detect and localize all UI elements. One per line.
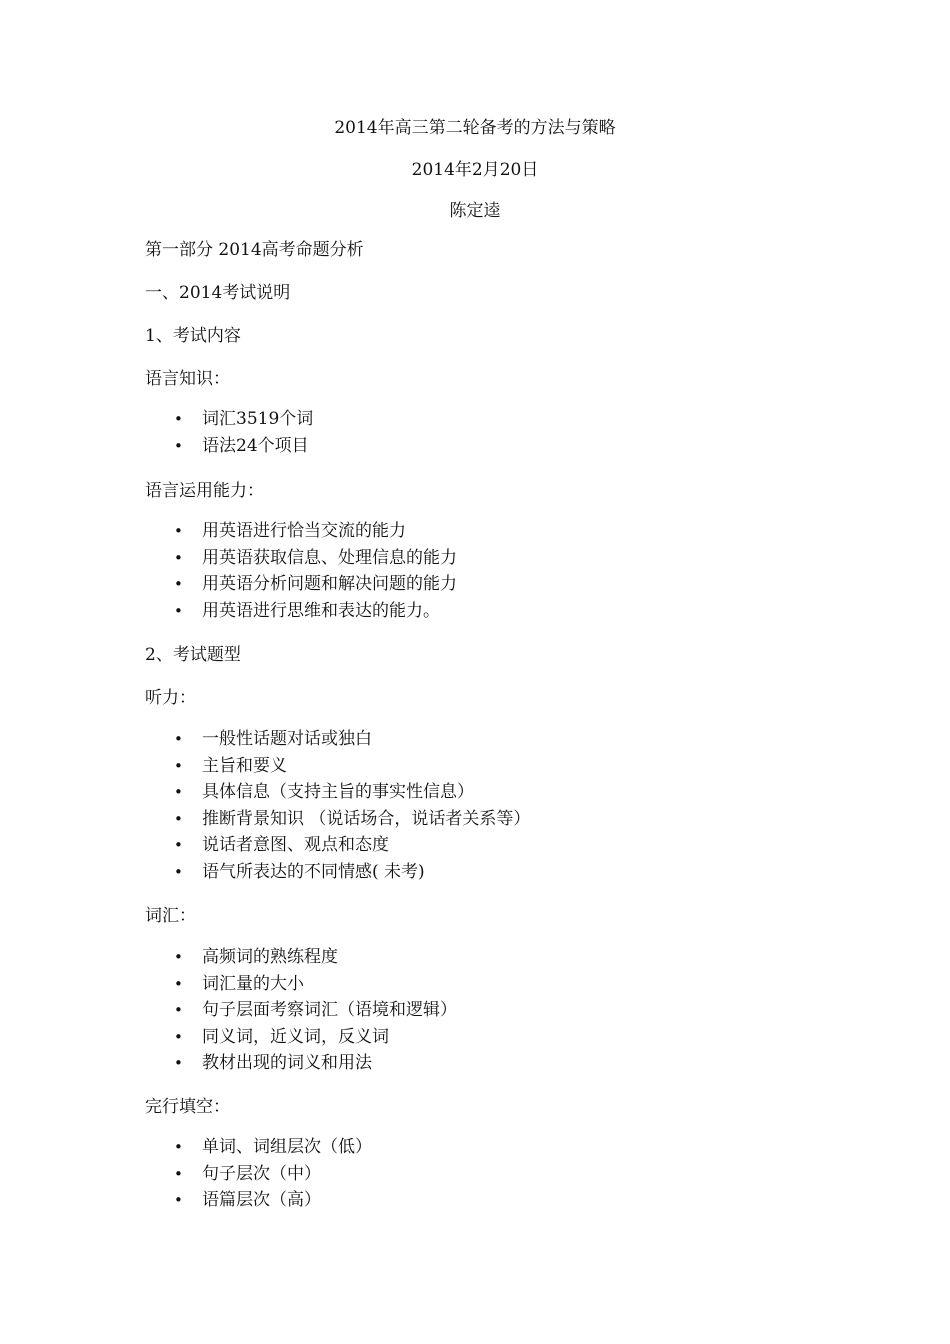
label-cloze: 完行填空： <box>145 1097 230 1117</box>
bullet-icon: • <box>174 809 183 828</box>
label-listening: 听力： <box>145 688 196 708</box>
list-item: • 句子层面考察词汇（语境和逻辑） <box>145 997 457 1024</box>
document-date: 2014年2月20日 <box>411 160 539 180</box>
bullet-icon: • <box>174 410 183 428</box>
label-vocabulary: 词汇： <box>145 906 196 926</box>
bullet-icon: • <box>174 601 183 620</box>
list-language-ability <box>145 518 457 624</box>
section-heading-exam-description: 一、2014考试说明 <box>145 283 291 303</box>
bullet-icon: • <box>174 1138 183 1156</box>
list-item: • 词汇量的大小 <box>145 971 457 998</box>
bullet-icon: • <box>174 974 183 993</box>
list-language-knowledge <box>145 406 313 459</box>
bullet-icon: • <box>174 862 183 881</box>
subheading-exam-content: 1、考试内容 <box>145 326 241 346</box>
list-item: • 用英语分析问题和解决问题的能力 <box>145 571 457 598</box>
bullet-icon: • <box>174 730 183 748</box>
list-item: • 语法24个项目 <box>145 433 313 460</box>
list-item: • 句子层次（中） <box>145 1161 372 1188</box>
list-item: • 词汇3519个词 <box>145 406 313 433</box>
bullet-icon: • <box>174 436 183 455</box>
list-item: • 语气所表达的不同情感( 未考) <box>145 859 530 886</box>
list-vocabulary <box>145 944 457 1077</box>
list-item: • 具体信息（支持主旨的事实性信息） <box>145 779 530 806</box>
list-item: • 推断背景知识 （说话场合，说话者关系等） <box>145 806 530 833</box>
bullet-icon: • <box>174 1164 183 1183</box>
bullet-icon: • <box>174 1191 183 1210</box>
bullet-icon: • <box>174 783 183 802</box>
list-cloze <box>145 1134 372 1214</box>
bullet-icon: • <box>174 1001 183 1020</box>
bullet-icon: • <box>174 1027 183 1046</box>
part-heading: 第一部分 2014高考命题分析 <box>145 240 364 260</box>
list-item: • 单词、词组层次（低） <box>145 1134 372 1161</box>
document-author: 陈定逵 <box>449 201 501 221</box>
label-language-knowledge: 语言知识： <box>145 369 230 389</box>
list-item: • 用英语进行恰当交流的能力 <box>145 518 457 545</box>
list-item: • 用英语获取信息、处理信息的能力 <box>145 545 457 572</box>
bullet-icon: • <box>174 575 183 594</box>
list-item: • 主旨和要义 <box>145 753 530 780</box>
list-item: • 同义词，近义词，反义词 <box>145 1024 457 1051</box>
list-item: • 教材出现的词义和用法 <box>145 1050 457 1077</box>
list-item: • 用英语进行思维和表达的能力。 <box>145 598 457 625</box>
bullet-icon: • <box>174 522 183 540</box>
bullet-icon: • <box>174 756 183 775</box>
bullet-icon: • <box>174 548 183 567</box>
list-item: • 高频词的熟练程度 <box>145 944 457 971</box>
list-listening <box>145 726 530 886</box>
label-language-ability: 语言运用能力： <box>145 481 264 501</box>
bullet-icon: • <box>174 1054 183 1073</box>
list-item: • 一般性话题对话或独白 <box>145 726 530 753</box>
list-item: • 说话者意图、观点和态度 <box>145 832 530 859</box>
bullet-icon: • <box>174 948 183 966</box>
bullet-icon: • <box>174 836 183 855</box>
document-title: 2014年高三第二轮备考的方法与策略 <box>334 118 616 138</box>
subheading-question-types: 2、考试题型 <box>145 645 241 665</box>
list-item: • 语篇层次（高） <box>145 1187 372 1214</box>
